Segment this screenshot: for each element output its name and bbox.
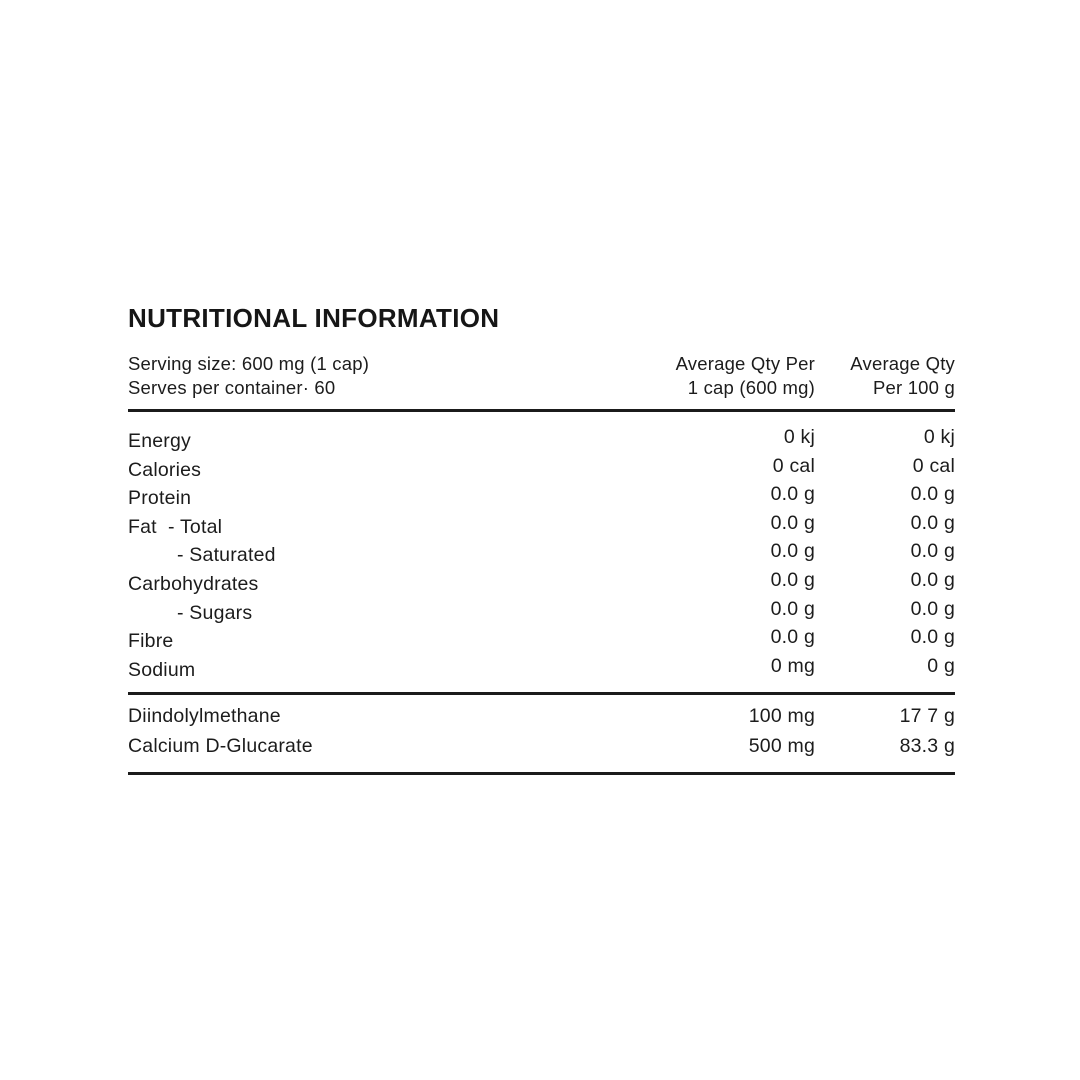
nutrient-label: Energy [128, 430, 191, 452]
nutrient-label: Sodium [128, 658, 196, 681]
nutrient-value-per-100g: 0 g [927, 654, 955, 677]
nutrient-value-per-serve: 0.0 g [770, 626, 815, 649]
active-value-per-serve: 100 mg [748, 705, 815, 728]
active-label: Calcium D-Glucarate [128, 735, 313, 758]
nutrient-value-per-serve: 0.0 g [770, 568, 815, 591]
active-row-diindolylmethane [128, 701, 955, 731]
column-header-per-100g [815, 352, 955, 400]
column-header-per-serve-line1: Average Qty Per [675, 353, 815, 374]
nutrient-label: Fibre [128, 630, 174, 653]
nutrient-value-per-serve: 0.0 g [770, 597, 815, 620]
nutrient-value-per-serve: 0 kj [783, 426, 815, 448]
nutrient-value-per-100g: 0.0 g [910, 540, 955, 563]
active-value-per-100g: 83.3 g [899, 735, 955, 758]
nutrient-value-per-100g: 0.0 g [910, 626, 955, 649]
active-value-per-serve: 500 mg [748, 735, 815, 758]
nutrient-value-per-100g: 0 kj [923, 426, 955, 448]
active-label: Diindolylmethane [128, 705, 281, 728]
panel-title: NUTRITIONAL INFORMATION [128, 303, 500, 333]
nutrient-value-per-serve: 0.0 g [770, 540, 815, 563]
nutrient-label: Calories [128, 458, 202, 481]
column-header-per-100g-line1: Average Qty [850, 353, 955, 374]
nutrient-value-per-serve: 0.0 g [770, 483, 815, 506]
nutrient-value-per-100g: 0.0 g [910, 483, 955, 506]
serves-per-container: Serves per container· 60 [128, 377, 336, 398]
nutrient-value-per-100g: 0.0 g [910, 568, 955, 591]
active-ingredient-rows [128, 695, 955, 772]
nutrient-row-sodium [128, 656, 955, 685]
nutrient-label: Carbohydrates [128, 572, 259, 595]
active-row-calcium-d-glucarate [128, 731, 955, 761]
nutrient-value-per-100g: 0 cal [912, 454, 955, 477]
nutrient-label: Fat - Total [128, 515, 223, 538]
column-header-per-100g-line2: Per 100 g [872, 377, 955, 398]
serving-info [128, 352, 647, 400]
nutrient-value-per-serve: 0.0 g [770, 511, 815, 534]
nutrition-panel [128, 303, 955, 775]
table-header [128, 352, 955, 400]
nutrient-value-per-100g: 0.0 g [910, 511, 955, 534]
nutrient-label: Protein [128, 487, 192, 510]
column-header-per-serve-line2: 1 cap (600 mg) [687, 377, 815, 398]
nutrient-rows [128, 412, 955, 692]
column-header-per-serve [647, 352, 815, 400]
nutrient-value-per-100g: 0.0 g [910, 597, 955, 620]
serving-size: Serving size: 600 mg (1 cap) [128, 353, 370, 374]
nutrient-value-per-serve: 0 cal [772, 454, 815, 477]
nutrient-label: - Saturated [177, 544, 276, 567]
active-value-per-100g: 17 7 g [899, 705, 955, 728]
bottom-divider [128, 772, 955, 775]
nutrient-label: - Sugars [177, 601, 253, 624]
nutrient-value-per-serve: 0 mg [770, 654, 815, 677]
